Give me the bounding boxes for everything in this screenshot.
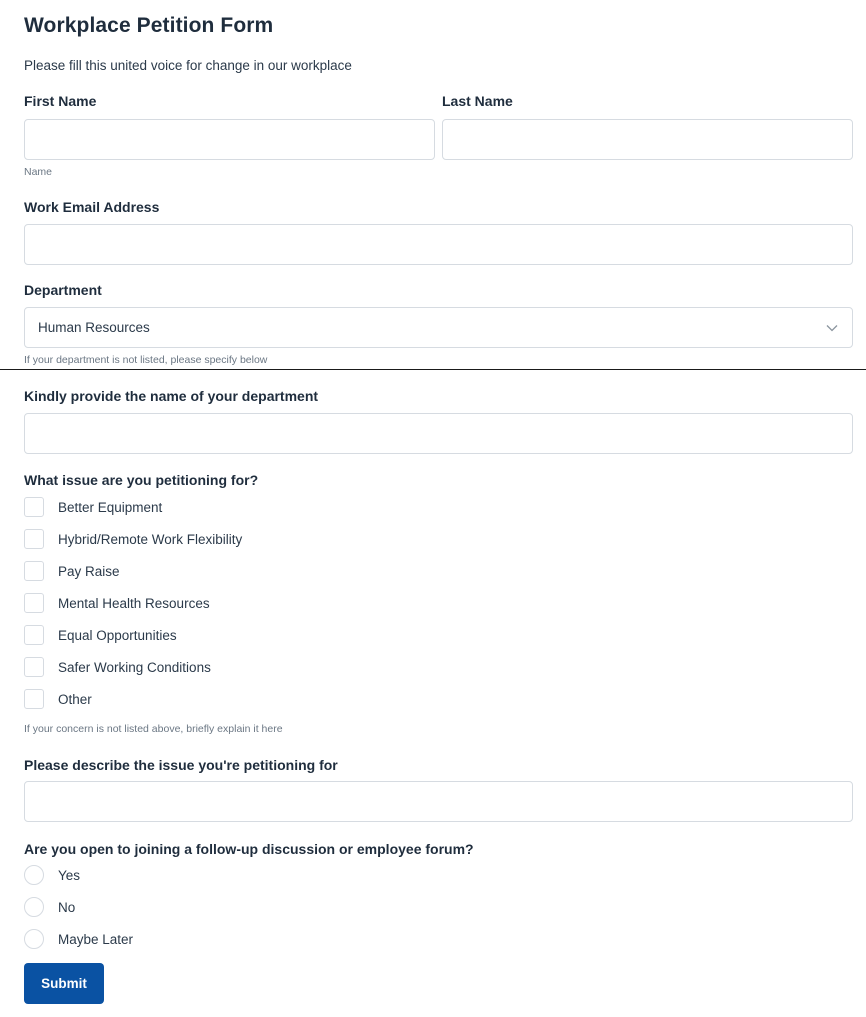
issue-option[interactable] (24, 497, 162, 517)
chevron-down-icon (826, 324, 838, 332)
followup-radio[interactable] (24, 865, 44, 885)
name-help-text: Name (24, 166, 53, 178)
followup-option-label: Yes (58, 867, 81, 883)
followup-radio[interactable] (24, 929, 44, 949)
issue-checkbox[interactable] (24, 657, 44, 677)
followup-option[interactable] (24, 929, 133, 949)
followup-radio[interactable] (24, 897, 44, 917)
description-input[interactable] (24, 781, 853, 822)
followup-option[interactable] (24, 865, 80, 885)
department-select[interactable] (24, 307, 853, 348)
email-input[interactable] (24, 224, 853, 265)
department-label: Department (24, 282, 102, 298)
issue-option[interactable] (24, 529, 242, 549)
department-other-input[interactable] (24, 413, 853, 454)
issue-option[interactable] (24, 625, 177, 645)
issue-option-label: Better Equipment (58, 499, 163, 515)
department-selected-value: Human Resources (38, 320, 150, 335)
issue-option[interactable] (24, 593, 210, 613)
form-subtitle: Please fill this united voice for change in our workplace (24, 58, 352, 73)
last-name-input[interactable] (442, 119, 853, 160)
followup-option-label: Maybe Later (58, 931, 134, 947)
department-help-text: If your department is not listed, please specify below (24, 354, 268, 366)
issue-checkbox[interactable] (24, 689, 44, 709)
department-other-label: Kindly provide the name of your department (24, 388, 319, 404)
issues-help-text: If your concern is not listed above, briefly explain it here (24, 723, 283, 735)
first-name-label: First Name (24, 93, 97, 109)
description-label: Please describe the issue you're petitioning for (24, 757, 338, 773)
followup-option-label: No (58, 899, 76, 915)
issues-label: What issue are you petitioning for? (24, 472, 259, 488)
issue-option[interactable] (24, 561, 120, 581)
issue-option-label: Equal Opportunities (58, 627, 177, 643)
issue-option-label: Mental Health Resources (58, 595, 210, 611)
issue-option-label: Other (58, 691, 92, 707)
followup-label: Are you open to joining a follow-up discussion or employee forum? (24, 841, 474, 857)
issue-checkbox[interactable] (24, 593, 44, 613)
issue-option[interactable] (24, 657, 211, 677)
issue-option-label: Pay Raise (58, 563, 120, 579)
form-title: Workplace Petition Form (24, 14, 274, 37)
issue-checkbox[interactable] (24, 497, 44, 517)
issue-checkbox[interactable] (24, 529, 44, 549)
followup-option[interactable] (24, 897, 75, 917)
email-label: Work Email Address (24, 199, 160, 215)
first-name-input[interactable] (24, 119, 435, 160)
section-divider (0, 369, 866, 370)
issue-checkbox[interactable] (24, 561, 44, 581)
issue-option-label: Safer Working Conditions (58, 659, 211, 675)
issue-option[interactable] (24, 689, 92, 709)
issue-checkbox[interactable] (24, 625, 44, 645)
submit-button[interactable]: Submit (24, 963, 104, 1004)
last-name-label: Last Name (442, 93, 513, 109)
issue-option-label: Hybrid/Remote Work Flexibility (58, 531, 243, 547)
